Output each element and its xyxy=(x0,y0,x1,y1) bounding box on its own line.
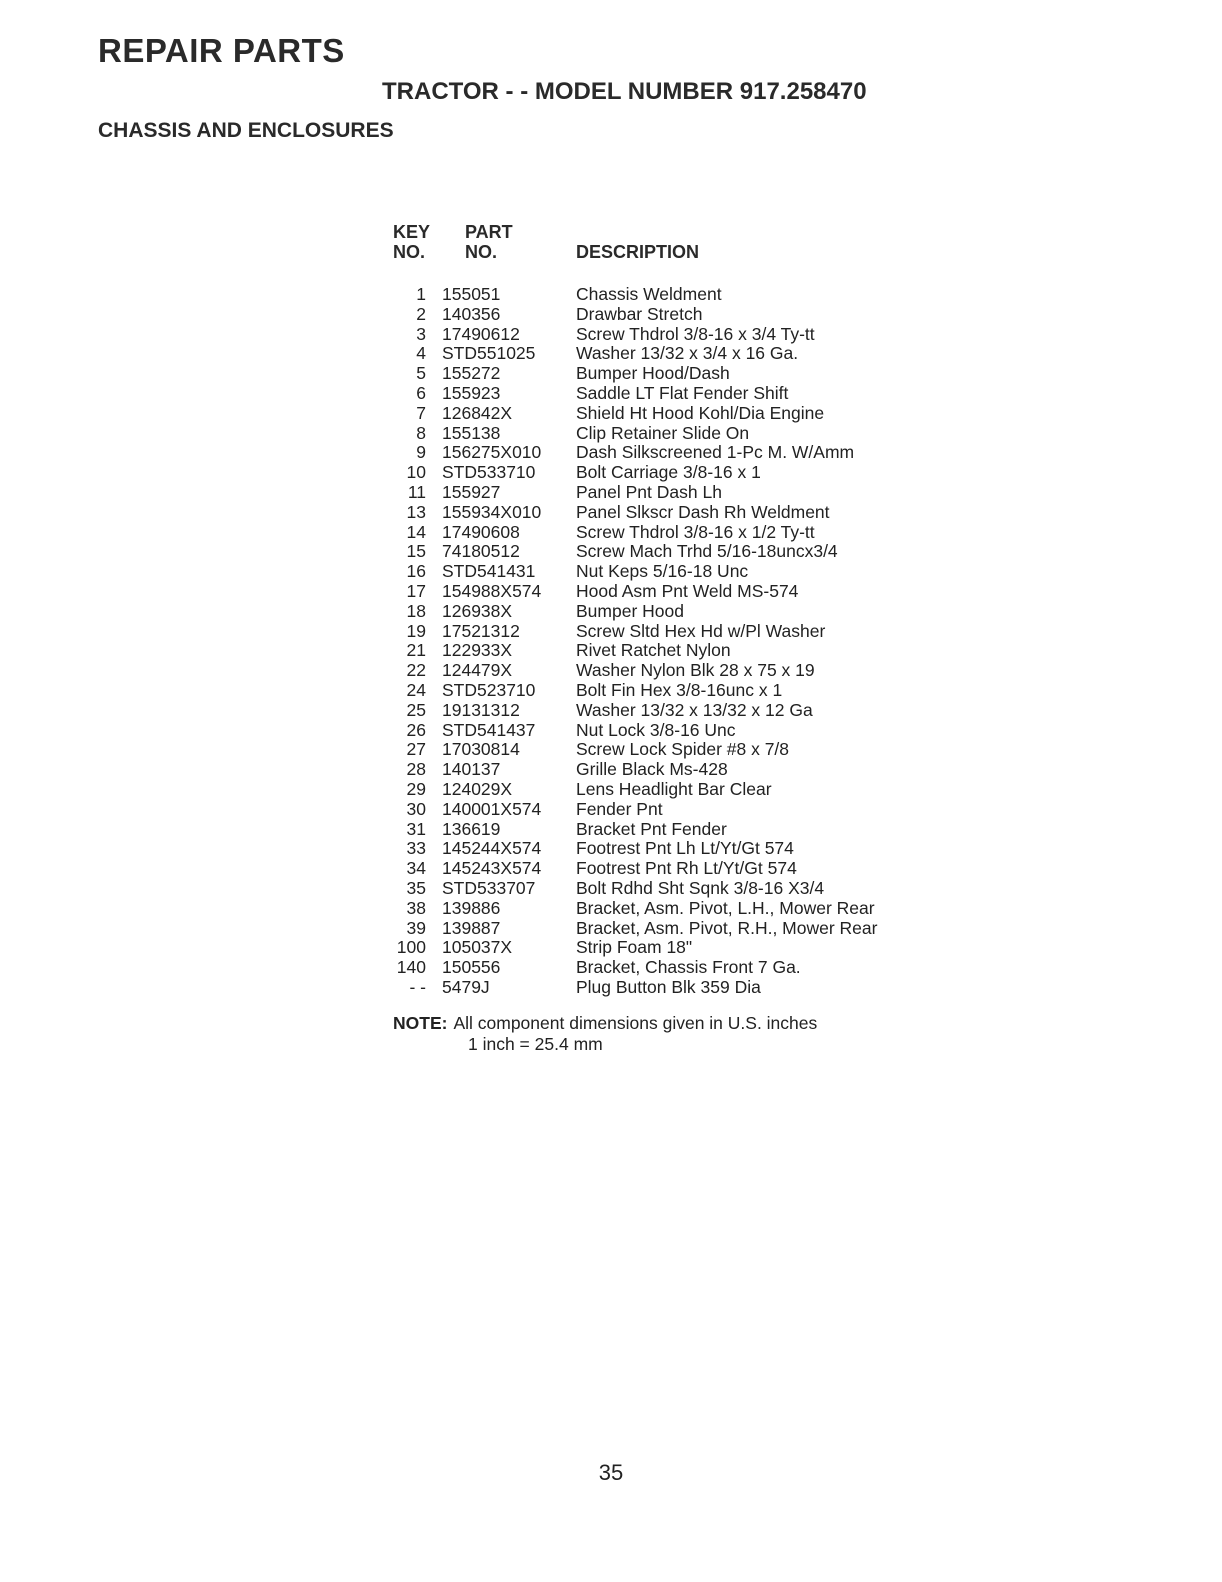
parts-row xyxy=(390,325,1010,345)
part-number: 140356 xyxy=(442,303,501,324)
parts-row xyxy=(390,424,1010,444)
part-number: 140001X574 xyxy=(442,798,542,819)
part-key-no: 7 xyxy=(416,402,426,423)
part-number: 17490608 xyxy=(442,521,520,542)
parts-row xyxy=(390,760,1010,780)
part-description: Bracket Pnt Fender xyxy=(576,818,727,839)
part-number: 74180512 xyxy=(442,541,520,562)
part-key-no: 3 xyxy=(416,323,426,344)
part-key-no: 2 xyxy=(416,303,426,324)
part-key-no: 38 xyxy=(406,897,426,918)
part-key-no: 15 xyxy=(406,541,426,562)
note-label: NOTE: xyxy=(393,1013,448,1033)
section-title: CHASSIS AND ENCLOSURES xyxy=(98,119,394,142)
part-description: Screw Sltd Hex Hd w/Pl Washer xyxy=(576,620,826,641)
part-key-no: 29 xyxy=(406,778,426,799)
part-key-no: 25 xyxy=(406,699,426,720)
part-description: Shield Ht Hood Kohl/Dia Engine xyxy=(576,402,825,423)
part-description: Rivet Ratchet Nylon xyxy=(576,640,731,661)
part-description: Nut Lock 3/8-16 Unc xyxy=(576,719,736,740)
part-number: 155927 xyxy=(442,481,501,502)
parts-row xyxy=(390,879,1010,899)
part-header-line2: NO. xyxy=(465,242,498,262)
part-description: Bracket, Asm. Pivot, R.H., Mower Rear xyxy=(576,917,878,938)
part-description: Chassis Weldment xyxy=(576,284,722,304)
part-key-no: 1 xyxy=(416,284,426,304)
part-description: Drawbar Stretch xyxy=(576,303,703,324)
part-description: Screw Mach Trhd 5/16-18uncx3/4 xyxy=(576,541,838,562)
part-number: 17521312 xyxy=(442,620,520,641)
parts-row xyxy=(390,523,1010,543)
part-description: Hood Asm Pnt Weld MS-574 xyxy=(576,580,799,601)
part-key-no: 4 xyxy=(416,343,426,364)
part-key-no: 31 xyxy=(406,818,426,839)
part-key-no: 39 xyxy=(406,917,426,938)
part-number: 105037X xyxy=(442,937,513,958)
parts-row xyxy=(390,780,1010,800)
page-title: REPAIR PARTS xyxy=(98,32,345,69)
part-number: STD541431 xyxy=(442,561,536,582)
part-number: 155138 xyxy=(442,422,501,443)
part-description: Bolt Fin Hex 3/8-16unc x 1 xyxy=(576,679,783,700)
part-key-no: 18 xyxy=(406,600,426,621)
part-key-no: 24 xyxy=(406,679,426,700)
parts-row xyxy=(390,681,1010,701)
part-number: STD533710 xyxy=(442,462,536,483)
part-key-no: 30 xyxy=(406,798,426,819)
part-number: STD541437 xyxy=(442,719,536,740)
parts-row xyxy=(390,622,1010,642)
part-description: Bumper Hood xyxy=(576,600,684,621)
parts-row xyxy=(390,800,1010,820)
part-description: Bracket, Chassis Front 7 Ga. xyxy=(576,957,801,978)
note xyxy=(393,1013,817,1055)
part-number: 139887 xyxy=(442,917,501,938)
part-key-no: 16 xyxy=(406,561,426,582)
parts-row xyxy=(390,641,1010,661)
parts-row xyxy=(390,958,1010,978)
part-number: 155923 xyxy=(442,382,501,403)
part-number: 17490612 xyxy=(442,323,520,344)
part-number: 19131312 xyxy=(442,699,520,720)
parts-row xyxy=(390,582,1010,602)
part-key-no: 9 xyxy=(416,442,426,463)
parts-row xyxy=(390,542,1010,562)
part-description: Panel Pnt Dash Lh xyxy=(576,481,722,502)
part-header-line1: PART xyxy=(465,222,513,242)
part-number: 139886 xyxy=(442,897,501,918)
part-description: Saddle LT Flat Fender Shift xyxy=(576,382,789,403)
part-number: 155051 xyxy=(442,284,501,304)
parts-row xyxy=(390,562,1010,582)
part-description: Bolt Rdhd Sht Sqnk 3/8-16 X3/4 xyxy=(576,877,825,898)
part-description: Strip Foam 18" xyxy=(576,937,693,958)
parts-row xyxy=(390,839,1010,859)
part-description: Bolt Carriage 3/8-16 x 1 xyxy=(576,462,761,483)
part-number: 155272 xyxy=(442,363,501,384)
part-description: Grille Black Ms-428 xyxy=(576,759,728,780)
part-number: STD551025 xyxy=(442,343,536,364)
part-number: 126938X xyxy=(442,600,513,621)
parts-row xyxy=(390,285,1010,305)
parts-row xyxy=(390,820,1010,840)
parts-row xyxy=(390,919,1010,939)
part-description: Fender Pnt xyxy=(576,798,663,819)
part-number: 140137 xyxy=(442,759,501,780)
part-key-no: 27 xyxy=(406,739,426,760)
part-description: Panel Slkscr Dash Rh Weldment xyxy=(576,501,830,522)
part-key-no: 35 xyxy=(406,877,426,898)
parts-row xyxy=(390,701,1010,721)
part-key-no: 140 xyxy=(396,957,426,978)
part-key-no: 17 xyxy=(406,580,426,601)
part-description: Washer Nylon Blk 28 x 75 x 19 xyxy=(576,660,815,681)
parts-row xyxy=(390,404,1010,424)
part-number: 145243X574 xyxy=(442,858,542,879)
part-key-no: 26 xyxy=(406,719,426,740)
parts-row xyxy=(390,443,1010,463)
note-line2: 1 inch = 25.4 mm xyxy=(468,1034,603,1054)
parts-row xyxy=(390,938,1010,958)
part-key-no: 21 xyxy=(406,640,426,661)
part-key-no: 100 xyxy=(396,937,426,958)
part-key-no: - - xyxy=(409,976,426,997)
part-description: Washer 13/32 x 13/32 x 12 Ga xyxy=(576,699,813,720)
parts-row xyxy=(390,602,1010,622)
parts-row xyxy=(390,899,1010,919)
note-line1: All component dimensions given in U.S. inches xyxy=(453,1013,818,1033)
part-number: 156275X010 xyxy=(442,442,542,463)
part-description: Footrest Pnt Rh Lt/Yt/Gt 574 xyxy=(576,858,797,879)
part-number: 155934X010 xyxy=(442,501,542,522)
parts-row xyxy=(390,344,1010,364)
parts-row xyxy=(390,721,1010,741)
part-description: Clip Retainer Slide On xyxy=(576,422,750,443)
part-description: Dash Silkscreened 1-Pc M. W/Amm xyxy=(576,442,855,463)
part-number: 126842X xyxy=(442,402,513,423)
key-no-header xyxy=(393,222,430,262)
part-key-no: 13 xyxy=(406,501,426,522)
page-number: 35 xyxy=(598,1460,624,1485)
part-description: Plug Button Blk 359 Dia xyxy=(576,976,761,997)
parts-row xyxy=(390,740,1010,760)
parts-row xyxy=(390,503,1010,523)
parts-row xyxy=(390,483,1010,503)
key-header-line2: NO. xyxy=(393,242,426,262)
part-description: Bracket, Asm. Pivot, L.H., Mower Rear xyxy=(576,897,875,918)
part-description: Screw Thdrol 3/8-16 x 3/4 Ty-tt xyxy=(576,323,815,344)
part-key-no: 10 xyxy=(406,462,426,483)
part-number: 17030814 xyxy=(442,739,520,760)
part-number: STD533707 xyxy=(442,877,536,898)
part-number: 136619 xyxy=(442,818,501,839)
part-number: 124029X xyxy=(442,778,513,799)
key-header-line1: KEY xyxy=(393,222,431,242)
model-title: TRACTOR - - MODEL NUMBER 917.258470 xyxy=(382,78,867,105)
part-key-no: 8 xyxy=(416,422,426,443)
description-header: DESCRIPTION xyxy=(576,242,700,262)
part-description: Nut Keps 5/16-18 Unc xyxy=(576,561,749,582)
parts-row xyxy=(390,859,1010,879)
parts-row xyxy=(390,305,1010,325)
parts-row xyxy=(390,661,1010,681)
part-description: Bumper Hood/Dash xyxy=(576,363,730,384)
parts-row xyxy=(390,364,1010,384)
part-key-no: 14 xyxy=(406,521,426,542)
part-description: Footrest Pnt Lh Lt/Yt/Gt 574 xyxy=(576,838,794,859)
part-description: Screw Lock Spider #8 x 7/8 xyxy=(576,739,790,760)
part-no-header xyxy=(465,222,513,262)
part-key-no: 5 xyxy=(416,363,426,384)
part-key-no: 11 xyxy=(407,481,426,502)
part-key-no: 19 xyxy=(406,620,426,641)
part-number: 145244X574 xyxy=(442,838,542,859)
part-key-no: 33 xyxy=(406,838,426,859)
part-description: Lens Headlight Bar Clear xyxy=(576,778,772,799)
parts-row xyxy=(390,384,1010,404)
part-key-no: 34 xyxy=(406,858,426,879)
part-number: 122933X xyxy=(442,640,513,661)
part-description: Screw Thdrol 3/8-16 x 1/2 Ty-tt xyxy=(576,521,815,542)
parts-row xyxy=(390,978,1010,998)
part-description: Washer 13/32 x 3/4 x 16 Ga. xyxy=(576,343,799,364)
part-key-no: 6 xyxy=(416,382,426,403)
parts-row xyxy=(390,463,1010,483)
part-number: 150556 xyxy=(442,957,501,978)
part-number: STD523710 xyxy=(442,679,536,700)
part-number: 5479J xyxy=(442,976,490,997)
part-number: 124479X xyxy=(442,660,513,681)
part-number: 154988X574 xyxy=(442,580,542,601)
part-key-no: 28 xyxy=(406,759,426,780)
part-key-no: 22 xyxy=(406,660,426,681)
parts-list xyxy=(390,285,1010,998)
